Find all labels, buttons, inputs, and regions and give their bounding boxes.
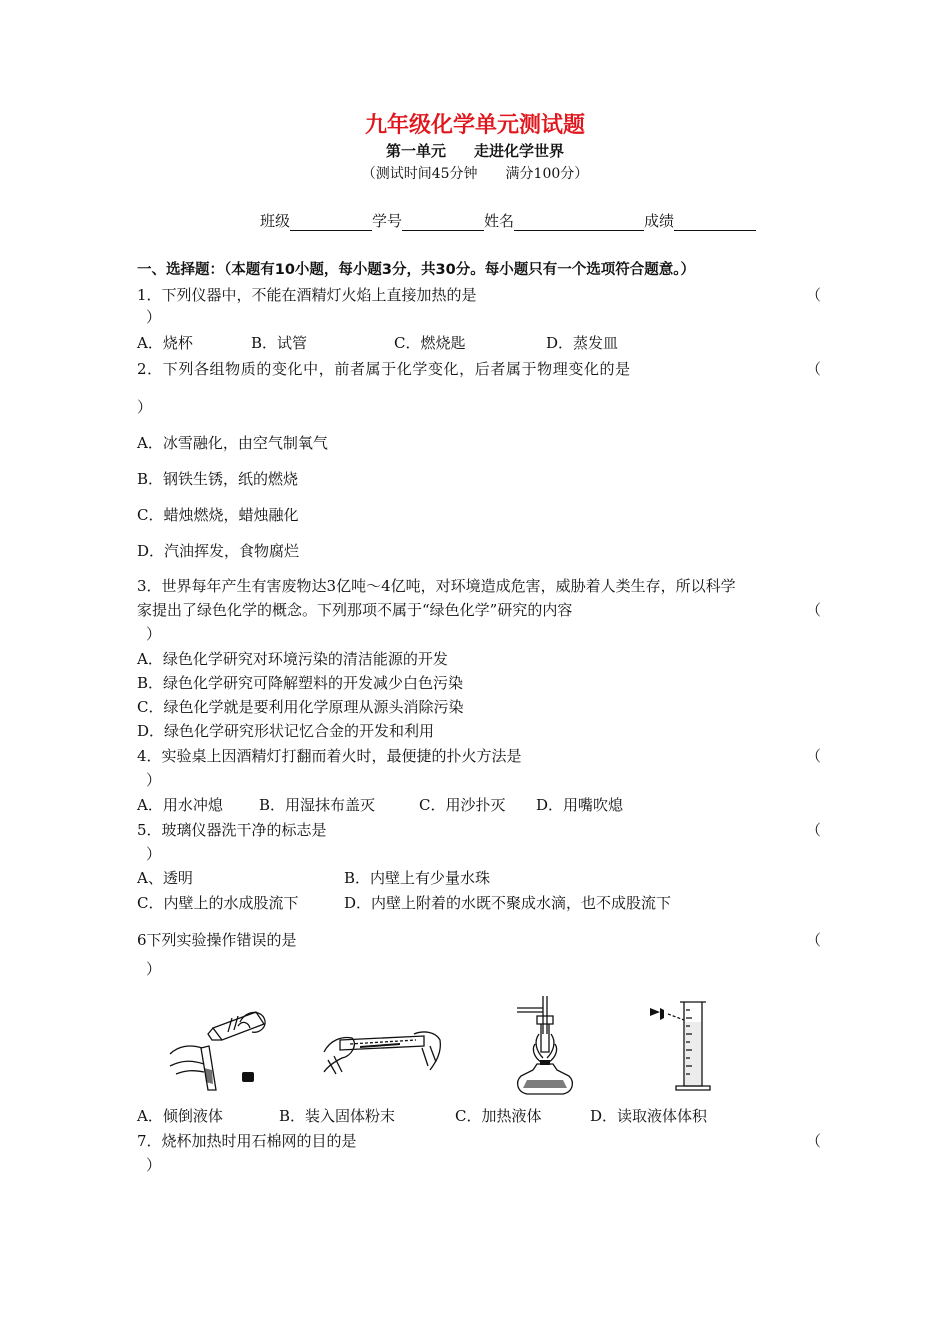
q4-option-d: D．用嘴吹熄: [536, 796, 624, 814]
score-blank[interactable]: [674, 214, 756, 231]
q1-stem: 1．下列仪器中，不能在酒精灯火焰上直接加热的是: [137, 286, 477, 304]
q1-option-c: C．燃烧匙: [394, 334, 466, 352]
q2-option-b: B．钢铁生锈，纸的燃烧: [137, 470, 299, 488]
q2-stem: 2．下列各组物质的变化中，前者属于化学变化，后者属于物理变化的是: [137, 360, 631, 378]
q2-paren-close: ）: [137, 398, 153, 416]
q6-option-c: C．加热液体: [455, 1107, 542, 1125]
section-heading: 一、选择题：（本题有10小题，每小题3分，共30分。每小题只有一个选项符合题意。）: [137, 262, 695, 278]
q4-option-c: C．用沙扑灭: [419, 796, 506, 814]
q5-paren-open: （: [806, 821, 822, 839]
q3-option-a: A．绿色化学研究对环境污染的清洁能源的开发: [137, 650, 448, 668]
stopper: [242, 1072, 254, 1082]
q4-paren-close: ）: [146, 771, 162, 789]
class-blank[interactable]: [290, 214, 372, 231]
student-info-line: [260, 210, 756, 231]
q3-paren-open: （: [806, 601, 822, 619]
q4-option-a: A．用水冲熄: [137, 796, 223, 814]
figure-adding-powder: [320, 1022, 445, 1082]
flame: [536, 1034, 554, 1058]
alcohol-lamp: [518, 1064, 573, 1094]
q6-option-d: D．读取液体体积: [590, 1107, 708, 1125]
page-title: 九年级化学单元测试题: [364, 113, 585, 138]
q5-option-b: B．内壁上有少量水珠: [344, 869, 491, 887]
q7-paren-open: （: [806, 1132, 822, 1150]
q3-option-b: B．绿色化学研究可降解塑料的开发减少白色污染: [137, 674, 464, 692]
class-label: 班级: [260, 212, 291, 230]
hand-left: [170, 1046, 204, 1074]
q3-option-d: D．绿色化学研究形状记忆合金的开发和利用: [137, 722, 435, 740]
student-id-blank[interactable]: [402, 214, 484, 231]
q6-paren-open: （: [806, 931, 822, 949]
unit-name: 走进化学世界: [474, 142, 565, 160]
q1-option-a: A．烧杯: [137, 334, 193, 352]
q2-paren-open: （: [806, 360, 822, 378]
q5-paren-close: ）: [146, 845, 162, 863]
student-id-label: 学号: [372, 212, 403, 230]
sight-line: [668, 1014, 684, 1020]
unit-heading: [0, 140, 950, 161]
q5-stem: 5．玻璃仪器洗干净的标志是: [137, 821, 327, 839]
eye-icon: [650, 1008, 660, 1016]
q3-option-c: C．绿色化学就是要利用化学原理从源头消除污染: [137, 698, 464, 716]
q1-option-b: B．试管: [251, 334, 308, 352]
q2-option-d: D．汽油挥发，食物腐烂: [137, 542, 300, 560]
q1-paren-open: （: [806, 286, 822, 304]
q7-paren-close: ）: [146, 1156, 162, 1174]
q6-stem: 6下列实验操作错误的是: [137, 931, 297, 949]
q2-option-c: C．蜡烛燃烧，蜡烛融化: [137, 506, 299, 524]
test-tube: [541, 1024, 549, 1052]
q6-paren-close: ）: [146, 960, 162, 978]
clamp-arm: [517, 1008, 543, 1012]
q6-option-b: B．装入固体粉末: [279, 1107, 396, 1125]
name-blank[interactable]: [514, 214, 644, 231]
q4-paren-open: （: [806, 747, 822, 765]
q3-stem-line1: 3．世界每年产生有害废物达3亿吨～4亿吨，对环境造成危害，威胁着人类生存，所以科学: [137, 577, 736, 595]
test-meta: （测试时间45分钟 满分100分）: [361, 166, 589, 182]
q5-option-d: D．内壁上附着的水既不聚成水滴，也不成股流下: [344, 894, 672, 912]
q3-paren-close: ）: [146, 625, 162, 643]
q2-option-a: A．冰雪融化，由空气制氧气: [137, 434, 328, 452]
q6-option-a: A．倾倒液体: [137, 1107, 223, 1125]
q4-option-b: B．用湿抹布盖灭: [259, 796, 376, 814]
score-label: 成绩: [644, 212, 675, 230]
unit-number: 第一单元: [385, 142, 446, 160]
q1-paren-close: ）: [146, 308, 162, 326]
q4-stem: 4．实验桌上因酒精灯打翻而着火时，最便捷的扑火方法是: [137, 747, 522, 765]
stand-rod: [543, 996, 547, 1034]
figure-heating-liquid: [513, 994, 591, 1098]
q7-stem: 7．烧杯加热时用石棉网的目的是: [137, 1132, 357, 1150]
q1-option-d: D．蒸发皿: [546, 334, 619, 352]
name-label: 姓名: [484, 212, 515, 230]
q5-option-a: A、透明: [137, 869, 193, 887]
figure-reading-volume: [648, 998, 718, 1094]
test-tube: [201, 1046, 216, 1090]
q5-option-c: C．内壁上的水成股流下: [137, 894, 299, 912]
figure-pouring-liquid: [168, 1010, 278, 1092]
q3-stem-line2: 家提出了绿色化学的概念。下列那项不属于“绿色化学”研究的内容: [137, 601, 573, 619]
